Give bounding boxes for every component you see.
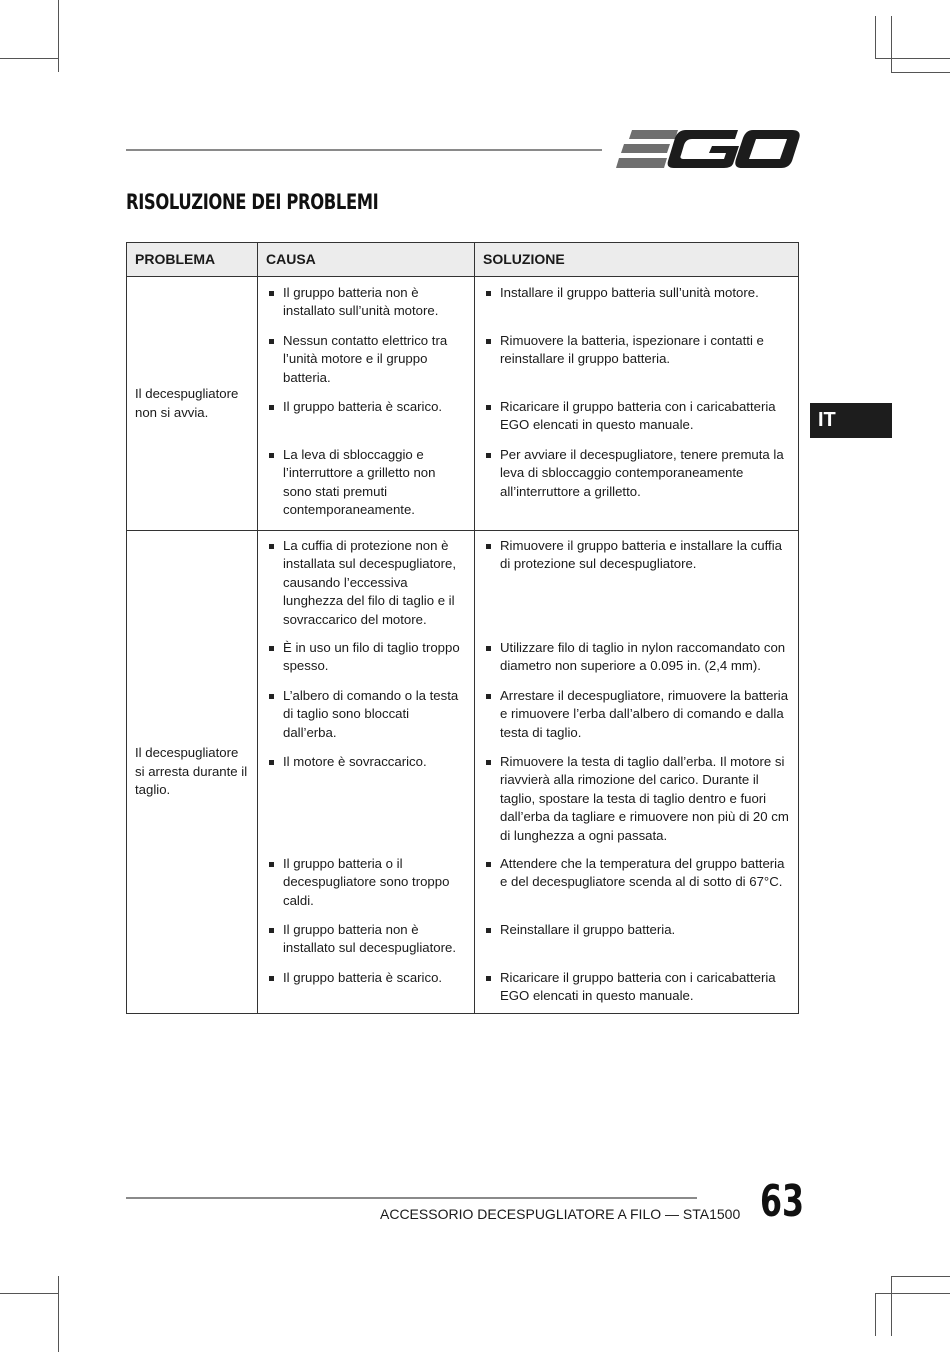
solution-text: Rimuovere la testa di taglio dall’erba. Il motore si riavvierà alla rimozione del carico. Durante il taglio, spostare la testa di taglio dentro e fuori dall’erba da tagliare e rimuovere non più di 20 cm di lunghezza a ogni passata. [475, 753, 798, 845]
solution-cell [475, 639, 799, 687]
cause-text: È in uso un filo di taglio troppo spesso. [258, 639, 474, 676]
crop-mark [58, 1276, 59, 1352]
cause-cell [258, 687, 475, 753]
problem-text: Il decespugliatore si arresta durante il taglio. [135, 745, 248, 798]
solution-cell [475, 969, 799, 1014]
solution-cell [475, 687, 799, 753]
cause-text: Il gruppo batteria è scarico. [258, 969, 474, 987]
problem-cell [127, 277, 258, 531]
crop-mark [0, 1293, 58, 1294]
solution-cell [475, 277, 799, 333]
cause-cell [258, 277, 475, 333]
troubleshooting-table [126, 242, 799, 1014]
solution-cell [475, 531, 799, 640]
crop-mark [891, 72, 950, 73]
cause-text: Il gruppo batteria non è installato sull’unità motore. [258, 284, 474, 321]
footer-rule [126, 1197, 697, 1199]
cause-text: La leva di sbloccaggio e l’interruttore a grilletto non sono stati premuti contemporaneamente. [258, 446, 474, 520]
crop-mark [891, 16, 892, 72]
header-rule [126, 149, 602, 151]
cause-cell [258, 398, 475, 446]
problem-text: Il decespugliatore non si avvia. [135, 386, 239, 420]
crop-mark [891, 1276, 892, 1336]
cause-cell [258, 969, 475, 1014]
solution-text: Rimuovere la batteria, ispezionare i contatti e reinstallare il gruppo batteria. [475, 332, 798, 369]
cause-text: L’albero di comando o la testa di taglio sono bloccati dall’erba. [258, 687, 474, 742]
solution-cell [475, 753, 799, 855]
solution-text: Utilizzare filo di taglio in nylon raccomandato con diametro non superiore a 0.095 in. (2,4 mm). [475, 639, 798, 676]
cause-text: Il gruppo batteria è scarico. [258, 398, 474, 416]
cause-cell [258, 639, 475, 687]
page-title: RISOLUZIONE DEI PROBLEMI [126, 190, 379, 214]
language-tab: IT [810, 403, 892, 438]
cause-cell [258, 531, 475, 640]
problem-cell [127, 531, 258, 1014]
crop-mark [875, 1293, 876, 1336]
crop-mark [0, 58, 58, 59]
cause-text: Il gruppo batteria o il decespugliatore sono troppo caldi. [258, 855, 474, 910]
solution-text: Per avviare il decespugliatore, tenere premuta la leva di sbloccaggio contemporaneamente all’interruttore a grilletto. [475, 446, 798, 501]
solution-cell [475, 446, 799, 531]
table-header-row [127, 243, 799, 277]
cause-cell [258, 332, 475, 398]
cause-text: Il gruppo batteria non è installato sul decespugliatore. [258, 921, 474, 958]
crop-mark [58, 0, 59, 72]
solution-text: Reinstallare il gruppo batteria. [475, 921, 798, 939]
cause-text: Il motore è sovraccarico. [258, 753, 474, 771]
table-row [127, 531, 799, 640]
header-solution: SOLUZIONE [475, 243, 799, 277]
solution-text: Installare il gruppo batteria sull’unità motore. [475, 284, 798, 302]
cause-text: La cuffia di protezione non è installata sul decespugliatore, causando l’eccessiva lunghezza del filo di taglio e il sovraccarico del motore. [258, 537, 474, 629]
cause-text: Nessun contatto elettrico tra l’unità motore e il gruppo batteria. [258, 332, 474, 387]
solution-cell [475, 332, 799, 398]
page-number: 63 [760, 1176, 805, 1227]
crop-mark [875, 16, 876, 58]
ego-logo [616, 128, 800, 170]
solution-text: Arrestare il decespugliatore, rimuovere la batteria e rimuovere l’erba dall’albero di comando e dalla testa di taglio. [475, 687, 798, 742]
solution-text: Ricaricare il gruppo batteria con i caricabatteria EGO elencati in questo manuale. [475, 969, 798, 1006]
table-row [127, 277, 799, 333]
solution-text: Ricaricare il gruppo batteria con i caricabatteria EGO elencati in questo manuale. [475, 398, 798, 435]
solution-cell [475, 921, 799, 969]
solution-cell [475, 855, 799, 921]
cause-cell [258, 855, 475, 921]
crop-mark [875, 1293, 950, 1294]
cause-cell [258, 921, 475, 969]
cause-cell [258, 446, 475, 531]
crop-mark [891, 1276, 950, 1277]
cause-cell [258, 753, 475, 855]
header-problem: PROBLEMA [127, 243, 258, 277]
footer-doc-title: ACCESSORIO DECESPUGLIATORE A FILO — STA1500 [380, 1206, 741, 1222]
crop-mark [875, 58, 950, 59]
solution-cell [475, 398, 799, 446]
solution-text: Attendere che la temperatura del gruppo batteria e del decespugliatore scenda al di sotto di 67°C. [475, 855, 798, 892]
solution-text: Rimuovere il gruppo batteria e installare la cuffia di protezione sul decespugliatore. [475, 537, 798, 574]
header-cause: CAUSA [258, 243, 475, 277]
